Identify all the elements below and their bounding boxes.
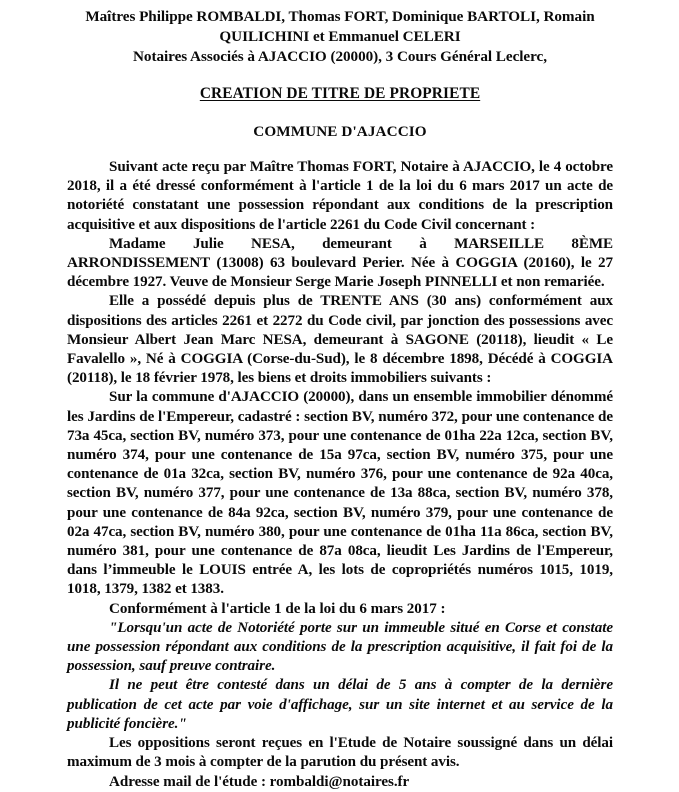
letterhead bbox=[67, 7, 613, 67]
paragraph-personne: Madame Julie NESA, demeurant à MARSEILLE 8ÈME ARRONDISSEMENT (13008) 63 boulevard Perier. Née à COGGIA (20160), le 27 décembre 1927. Veuve de Monsieur Serge Marie Joseph PINNELLI et non remariée. bbox=[67, 235, 613, 291]
paragraph-oppositions: Les oppositions seront reçues en l'Etude de Notaire soussigné dans un délai maximum de 3 mois à compter de la parution du présent avis. bbox=[67, 735, 613, 771]
document-body bbox=[67, 158, 613, 792]
document-title: CREATION DE TITRE DE PROPRIETE bbox=[199, 85, 481, 102]
letterhead-line-1: Maîtres Philippe ROMBALDI, Thomas FORT, Dominique BARTOLI, Romain bbox=[85, 8, 595, 25]
paragraph-conformement: Conformément à l'article 1 de la loi du 6 mars 2017 : bbox=[109, 600, 446, 617]
letterhead-line-2: QUILICHINI et Emmanuel CELERI bbox=[219, 28, 461, 45]
document-subtitle: COMMUNE D'AJACCIO bbox=[253, 123, 427, 140]
legal-quote-part-1: "Lorsqu'un acte de Notoriété porte sur un immeuble situé en Corse et constate une possession répondant aux conditions de la prescription acquisitive, il fait foi de la possession, sauf preuve contraire. bbox=[67, 619, 613, 675]
letterhead-line-3: Notaires Associés à AJACCIO (20000), 3 Cours Général Leclerc, bbox=[133, 48, 547, 65]
paragraph-cadastre: Sur la commune d'AJACCIO (20000), dans un ensemble immobilier dénommé les Jardins de l'Empereur, cadastré : section BV, numéro 372, pour une contenance de 73a 45ca, section BV, numéro 373, pour une contenance de 01ha 22a 12ca, section BV, numéro 374, pour une contenance de 15a 97ca, section BV, numéro 375, pour une contenance de 01a 32ca, section BV, numéro 376, pour une contenance de 92a 40ca, section BV, numéro 377, pour une contenance de 13a 88ca, section BV, numéro 378, pour une contenance de 84a 92ca, section BV, numéro 379, pour une contenance de 02a 47ca, section BV, numéro 380, pour une contenance de 01ha 11a 86ca, section BV, numéro 381, pour une contenance de 87a 08ca, lieudit Les Jardins de l'Empereur, dans l’immeuble le LOUIS entrée A, les lots de copropriétés numéros 1015, 1019, 1018, 1379, 1382 et 1383. bbox=[67, 389, 613, 598]
paragraph-possession: Elle a possédé depuis plus de TRENTE ANS (30 ans) conformément aux dispositions des articles 2261 et 2272 du Code civil, par jonction des possessions avec Monsieur Albert Jean Marc NESA, demeurant à SAGONE (20118), lieudit « Le Favalello », Né à COGGIA (Corse-du-Sud), le 8 décembre 1898, Décédé à COGGIA (20118), le 18 février 1978, les biens et droits immobiliers suivants : bbox=[67, 293, 613, 387]
paragraph-adresse-mail: Adresse mail de l'étude : rombaldi@notaires.fr bbox=[109, 773, 410, 790]
legal-quote-part-2: Il ne peut être contesté dans un délai de 5 ans à compter de la dernière publication de cet acte par voie d'affichage, sur un site internet et au service de la publicité foncière." bbox=[67, 677, 613, 732]
paragraph-acte: Suivant acte reçu par Maître Thomas FORT, Notaire à AJACCIO, le 4 octobre 2018, il a été dressé conformément à l'article 1 de la loi du 6 mars 2017 un acte de notoriété constatant une possession répondant aux conditions de la prescription acquisitive et aux dispositions de l'article 2261 du Code Civil concernant : bbox=[67, 159, 613, 233]
